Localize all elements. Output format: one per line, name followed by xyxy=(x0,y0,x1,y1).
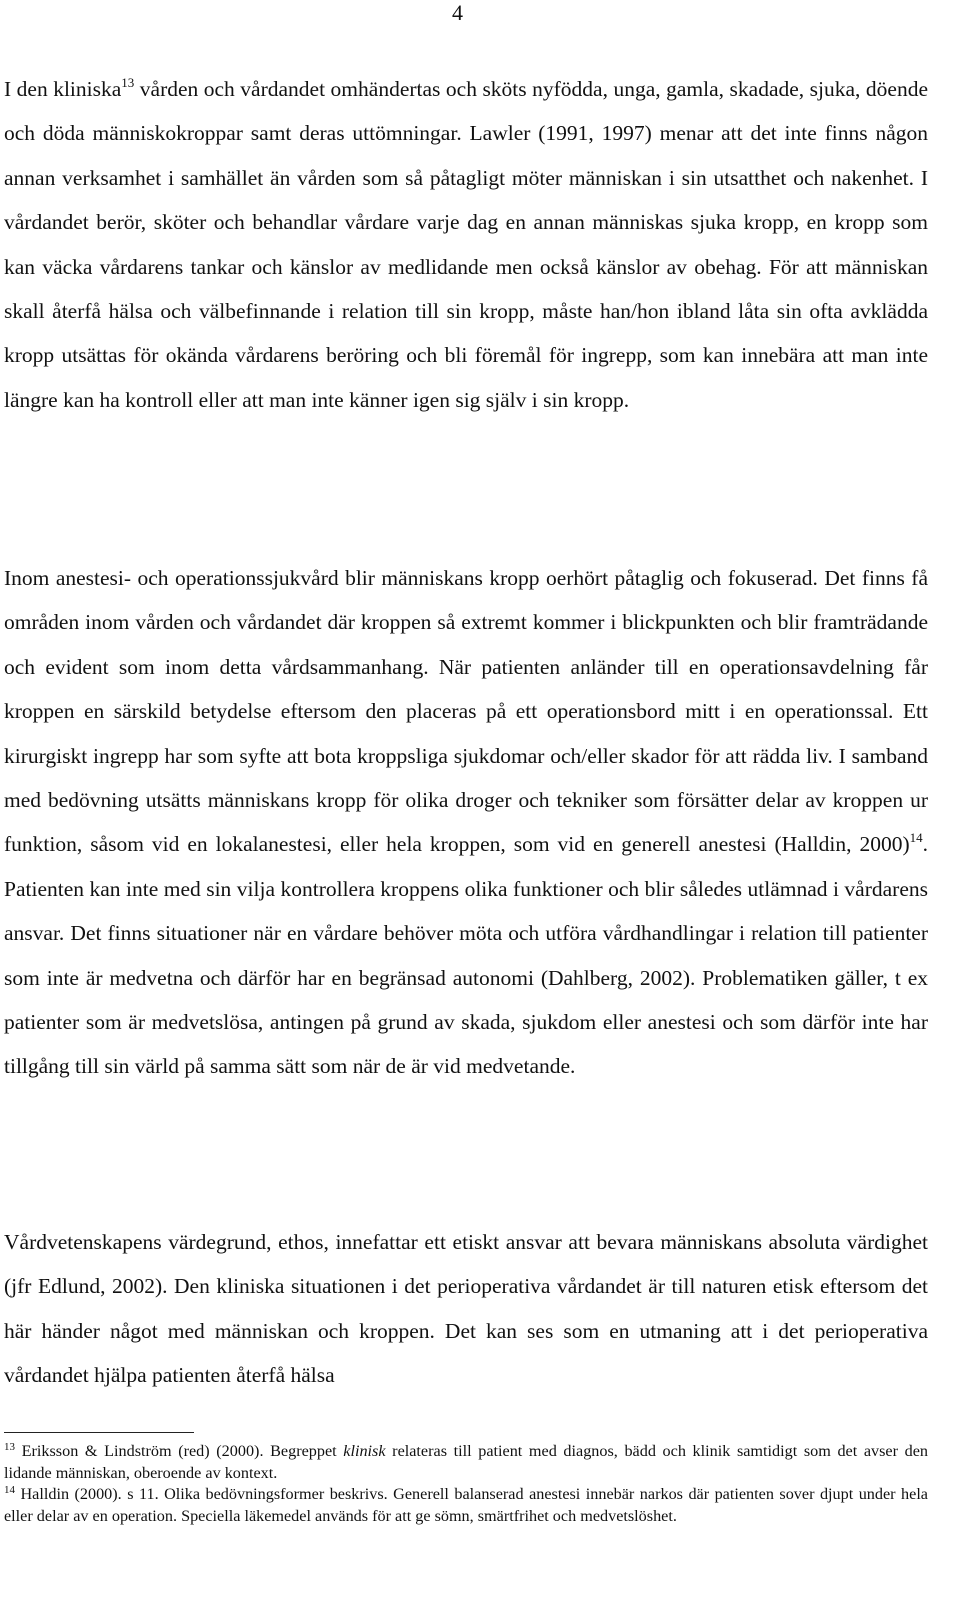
footnote-ref-13[interactable]: 13 xyxy=(121,75,135,90)
paragraph-body-2 xyxy=(4,556,928,1089)
footnote-14 xyxy=(4,1484,928,1527)
footnote-13 xyxy=(4,1441,928,1484)
footnote-13-text-end: relateras till patient med diagnos, bädd och klinik samtidigt som det avser den lidande människan, oberoende av kontext. xyxy=(4,1442,928,1482)
paragraph-2-text-rest: . Patienten kan inte med sin vilja kontrollera kroppens olika funktioner och blir således utlämnad i vårdarens ansvar. Det finns situationer när en vårdare behöver möta och utföra vårdhandlingar i relation till patienter som inte är medvetna och därför har en begränsad autonomi (Dahlberg, 2002). Problematiken gäller, t ex patienter som är medvetslösa, antingen på grund av skada, sjukdom eller anestesi och som därför inte har tillgång till sin värld på samma sätt som när de är vid medvetande. xyxy=(4,832,928,1079)
footnote-13-emphasis: klinisk xyxy=(343,1442,386,1460)
paragraph-3-text: Vårdvetenskapens värdegrund, ethos, innefattar ett etiskt ansvar att bevara människans absoluta värdighet (jfr Edlund, 2002). Den kliniska situationen i det perioperativa vårdandet är till naturen etisk eftersom det här händer något med människan och kroppen. Det kan ses som en utmaning att i det perioperativa vårdandet hjälpa patienten återfå hälsa xyxy=(4,1230,928,1388)
paragraph-body-3 xyxy=(4,1220,928,1398)
paragraph-1-text-rest: vården och vårdandet omhändertas och sköts nyfödda, unga, gamla, skadade, sjuka, döende och döda människokroppar samt deras uttömningar. Lawler (1991, 1997) menar att det inte finns någon annan verksamhet i samhället än vården som så påtagligt möter människan i sin utsatthet och nakenhet. I vårdandet berör, sköter och behandlar vårdare varje dag en annan människas sjuka kropp, en kropp som kan väcka vårdarens tankar och känslor av medlidande men också känslor av obehag. För att människan skall återfå hälsa och välbefinnande i relation till sin kropp, måste han/hon ibland låta sin ofta avklädda kropp utsättas för okända vårdarens beröring och bli föremål för ingrepp, som kan innebära att man inte längre kan ha kontroll eller att man inte känner igen sig själv i sin kropp. xyxy=(4,77,928,412)
paragraph-2-text-start: Inom anestesi- och operationssjukvård blir människans kropp oerhört påtaglig och fokuserad. Det finns få områden inom vården och vårdandet där kroppen så extremt kommer i blickpunkten och blir framträdande och evident som inom detta vårdsammanhang. När patienten anländer till en operationsavdelning får kroppen en särskild betydelse eftersom den placeras på ett operationsbord mitt i en operationssal. Ett kirurgiskt ingrepp har som syfte att bota kroppsliga sjukdomar och/eller skador för att rädda liv. I samband med bedövning utsätts människans kropp för olika droger och tekniker som försätter delar av kroppen ur funktion, såsom vid en lokalanestesi, eller hela kroppen, som vid en generell anestesi (Halldin, 2000) xyxy=(4,566,928,857)
page-number: 4 xyxy=(452,0,463,25)
paragraph-1-text-start: I den kliniska xyxy=(4,77,122,101)
footnote-ref-14[interactable]: 14 xyxy=(909,830,923,846)
footnote-14-text: Halldin (2000). s 11. Olika bedövningsformer beskrivs. Generell balanserad anestesi innebär narkos där patienten sover djupt under hela eller delar av en operation. Speciella läkemedel används för att ge sömn, smärtfrihet och medvetslöshet. xyxy=(4,1485,928,1525)
footnote-13-text-start: Eriksson & Lindström (red) (2000). Begreppet xyxy=(15,1442,344,1460)
paragraph-body-1 xyxy=(4,67,928,422)
footnote-separator xyxy=(4,1432,194,1433)
footnotes xyxy=(4,1441,928,1527)
footnote-13-number: 13 xyxy=(4,1441,15,1453)
footnote-14-number: 14 xyxy=(4,1484,15,1496)
